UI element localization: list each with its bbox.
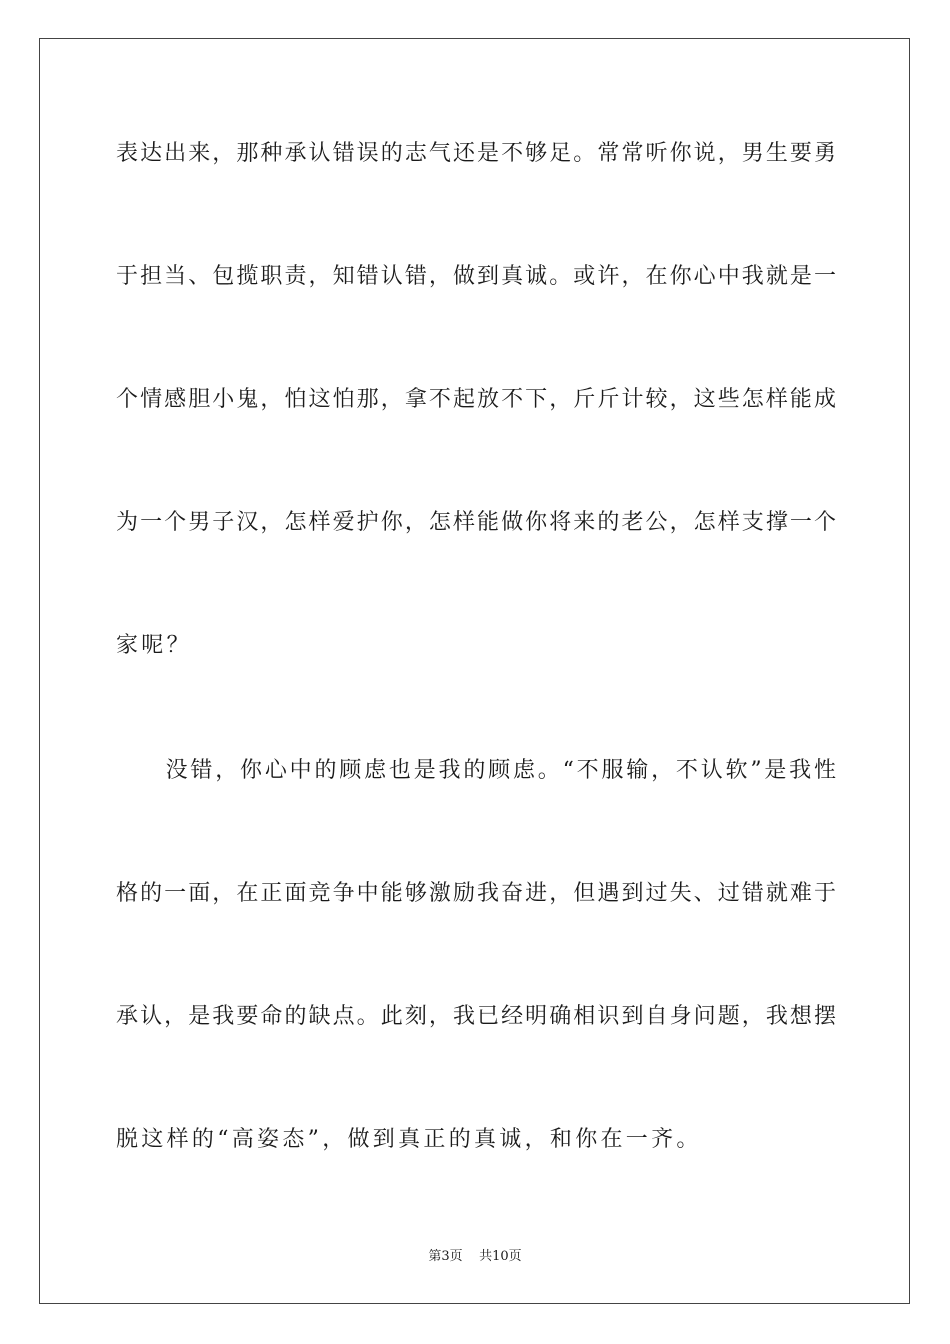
page-total: 共10页 (479, 1249, 522, 1264)
text-line-7: 格的一面，在正面竞争中能够激励我奋进，但遇到过失、过错就难于 (116, 881, 836, 906)
text-line-9: 脱这样的“高姿态”，做到真正的真诚，和你在一齐。 (116, 1127, 702, 1152)
text-line-4: 为一个男子汉，怎样爱护你，怎样能做你将来的老公，怎样支撑一个 (116, 510, 836, 535)
page-number: 第3页 (428, 1249, 463, 1264)
text-line-5: 家呢？ (116, 633, 192, 658)
text-line-1: 表达出来，那种承认错误的志气还是不够足。常常听你说，男生要勇 (116, 141, 836, 166)
text-line-3: 个情感胆小鬼，怕这怕那，拿不起放不下，斤斤计较，这些怎样能成 (116, 387, 836, 412)
text-line-8: 承认，是我要命的缺点。此刻，我已经明确相识到自身问题，我想摆 (116, 1004, 836, 1029)
page-border (39, 38, 910, 1304)
text-line-6: 没错，你心中的顾虑也是我的顾虑。“不服输，不认软”是我性 (116, 758, 836, 783)
text-line-2: 于担当、包揽职责，知错认错，做到真诚。或许，在你心中我就是一 (116, 264, 836, 289)
page-footer (0, 1248, 950, 1266)
